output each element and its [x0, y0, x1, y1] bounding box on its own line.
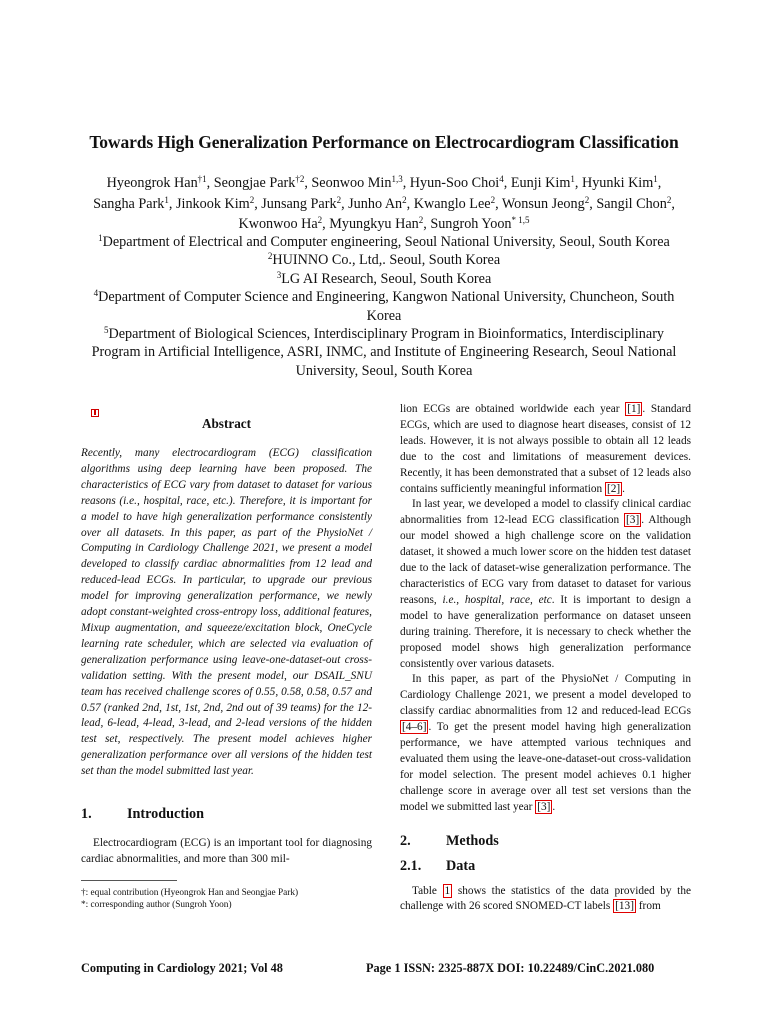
abstract-text: Recently, many electrocardiogram (ECG) classification algorithms using deep learning have been proposed. The characteristics of ECG vary from dataset to dataset for various reasons (i.e., hospital, race, etc.). Therefore, it is important for a model to have high generalization performance consistently over all datasets. In this paper, as part of the PhysioNet / Computing in Cardiology Challenge 2021, we present a model developed to classify cardiac abnormalities from 12 lead and reduced-lead ECGs. In particular, to upgrade our previous model for improving generalization performance, we newly adopt constant-weighted cross-entropy loss, additional features, Mixup augmentation, and squeeze/excitation block, OneCycle learning rate scheduler, which are selected via evaluation of generalization performance using leave-one-dataset-out cross-validation setting. With the present model, our DSAIL_SNU team has received challenge scores of 0.55, 0.58, 0.58, 0.57 and 0.57 (ranked 2nd, 1st, 1st, 2nd, 2nd out of 39 teams) for the 12-lead, 6-lead, 4-lead, 3-lead, and 2-lead versions of the hidden test set, respectively. The present model achieves higher generalization performance over all versions of the hidden test set than the model submitted last year.	[81, 447, 372, 778]
author-affiliation-mark: 1	[164, 194, 169, 205]
author-affiliation-mark: 2	[666, 194, 672, 205]
paragraph-data: Table 1 shows the statistics of the data provided by the challenge with 26 scored SNOMED-CT labels [13] from	[400, 884, 691, 913]
footnote-rule	[81, 880, 177, 881]
subsection-heading-data	[400, 858, 691, 875]
affiliation	[78, 233, 690, 251]
author-affiliation-mark: †2	[295, 174, 305, 184]
author-affiliation-mark: 2	[249, 194, 255, 205]
affiliation	[78, 270, 690, 288]
author-name: Sangha Park	[93, 195, 165, 212]
author-affiliation-mark: 1	[570, 174, 575, 184]
author-name: Junsang Park	[261, 195, 337, 212]
citation-link[interactable]: [3]	[537, 800, 551, 813]
author-affiliation-mark: 2	[490, 194, 496, 205]
paragraph-2: In last year, we developed a model to classify clinical cardiac abnormalities from 12-lead ECG classification [3] . Although our model showed a high challenge score on the validation dataset, it showed a much lower score on the hidden test dataset due to the lack of dataset-wise generalization performance. The characteristics of ECG vary from dataset to dataset for various reasons, i.e., hospital, race, etc. It is important to design a model to have generalization performance on dataset unseen during training. Therefore, it is necessary to check whether the proposed model shows high generalization performance consistently over various datasets.	[400, 498, 691, 670]
author-affiliation-mark: 1	[653, 174, 658, 184]
author-affiliation-mark: 2	[317, 215, 323, 225]
footnote-corresponding-author: *: corresponding author (Sungroh Yoon)	[81, 900, 232, 911]
author-name: Eunji Kim	[510, 175, 571, 191]
affiliation-list	[78, 233, 690, 380]
section-title: Methods	[446, 832, 499, 849]
author-affiliation-mark: 2	[336, 194, 342, 205]
citation-link[interactable]: [1]	[627, 403, 641, 415]
left-column	[81, 400, 372, 912]
right-column	[400, 402, 691, 915]
section-title: Introduction	[127, 806, 204, 823]
affiliation	[78, 251, 690, 269]
paper-title: Towards High Generalization Performance on Electrocardiogram Classification	[89, 132, 679, 152]
author-affiliation-mark: 2	[584, 194, 590, 205]
footnotes	[81, 880, 372, 912]
intro-paragraph: Electrocardiogram (ECG) is an important tool for diagnosing cardiac abnormalities, and more than 300 mil-	[81, 837, 372, 865]
affiliation-number: 2	[267, 251, 273, 262]
author-affiliation-mark: 2	[418, 215, 424, 225]
affiliation	[78, 325, 690, 380]
author-affiliation-mark: 4	[499, 174, 504, 184]
author-name: Wonsun Jeong	[501, 195, 585, 212]
citation-link[interactable]: [2]	[606, 482, 621, 495]
paragraph-1: lion ECGs are obtained worldwide each year [1] . Standard ECGs, which are used to diagnose heart diseases, consist of 12 leads. However, it is not always possible to obtain all 12 leads due to the cost and limitations of measurement devices. Recently, it has been demonstrated that a subset of 12 leads also contains sufficiently meaningful information [2] .	[400, 403, 691, 495]
author-affiliation-mark: †1	[197, 174, 207, 184]
author-name: Sangil Chon	[596, 195, 667, 212]
footer-page-info: Page 1 ISSN: 2325-887X DOI: 10.22489/CinC.2021.080	[366, 961, 655, 975]
affiliation-text: HUINNO Co., Ltd,. Seoul, South Korea	[272, 252, 501, 269]
author-name: Myungkyu Han	[329, 216, 419, 232]
affiliation-text: LG AI Research, Seoul, South Korea	[281, 270, 492, 287]
author-affiliation-mark: * 1,5	[511, 215, 530, 225]
footnote-equal-contribution: †: equal contribution (Hyeongrok Han and Seongjae Park)	[81, 887, 299, 898]
author-name: Sungroh Yoon	[430, 216, 512, 232]
abstract-heading: Abstract	[201, 416, 252, 431]
author-affiliation-mark: 1,3	[391, 174, 403, 184]
section-heading-introduction	[81, 806, 372, 823]
author-name: Seonwoo Min	[311, 175, 392, 191]
footer-venue: Computing in Cardiology 2021; Vol 48	[81, 961, 283, 975]
affiliation-text: Department of Biological Sciences, Interdisciplinary Program in Bioinformatics, Interdisciplinary Program in Artificial Intelligence, ASRI, INMC, and Institute of Engineering Research, Seoul National University, Seoul, South Korea	[91, 326, 677, 379]
author-name: Kwanglo Lee	[413, 195, 491, 212]
author-affiliation-mark: 2	[402, 194, 407, 205]
author-name: Junho An	[348, 195, 403, 212]
author-name: Hyun-Soo Choi	[409, 175, 500, 191]
citation-link[interactable]: [3]	[626, 514, 640, 527]
section-number: 2.	[400, 832, 411, 849]
affiliation-number: 4	[93, 288, 99, 299]
author-name: Seongjae Park	[213, 175, 296, 191]
section-number: 1.	[81, 806, 92, 823]
affiliation-number: 5	[103, 325, 109, 336]
affiliation-text: Department of Electrical and Computer engineering, Seoul National University, Seoul, South Korea	[102, 234, 670, 250]
paragraph-3: In this paper, as part of the PhysioNet / Computing in Cardiology Challenge 2021, we present a model developed to classify cardiac abnormalities from 12 and reduced-lead ECGs [4–6] . To get the present model having high generalization performance, we have attempted various techniques and evaluated them using the leave-one-dataset-out cross-validation for model selection. The present model achieves 0.1 higher challenge score in average over all test set versions than the model we submitted last year [3] .	[400, 673, 691, 813]
citation-link[interactable]: [13]	[615, 900, 634, 913]
author-name: Hyunki Kim	[581, 175, 654, 191]
section-title: Data	[446, 857, 476, 874]
affiliation-number: 3	[276, 269, 282, 280]
section-heading-methods	[400, 833, 691, 850]
author-name: Kwonwoo Ha	[238, 216, 318, 232]
author-name: Hyeongrok Han	[106, 175, 198, 191]
author-list: Hyeongrok Han$^{\dagger 1}$, Seongjae Park$^{\dagger 2}$, Seonwoo Min$^{1,3}$, Hyun-Soo Choi$^4$, Eunji Kim$^1$, Hyunki Kim$^1$, Sangha Park$^1$, Jinkook Kim$^2$, Junsang Park$^2$, Junho An$^2$, Kwanglo Lee$^2$, Wonsun Jeong$^2$, Sangil Chon$^2$, Kwonwoo Ha$^2$, Myungkyu Han$^2$, Sungroh Yoon$^{* 1,5}$	[93, 174, 675, 232]
affiliation-number: 1	[98, 233, 103, 243]
section-number: 2.1.	[400, 857, 422, 874]
affiliation	[78, 288, 690, 325]
author-name: Jinkook Kim	[175, 195, 250, 212]
citation-link[interactable]: [4–6]	[402, 721, 427, 734]
table-link[interactable]: 1	[444, 884, 451, 897]
affiliation-text: Department of Computer Science and Engineering, Kangwon National University, Chuncheon, South Korea	[98, 289, 675, 324]
